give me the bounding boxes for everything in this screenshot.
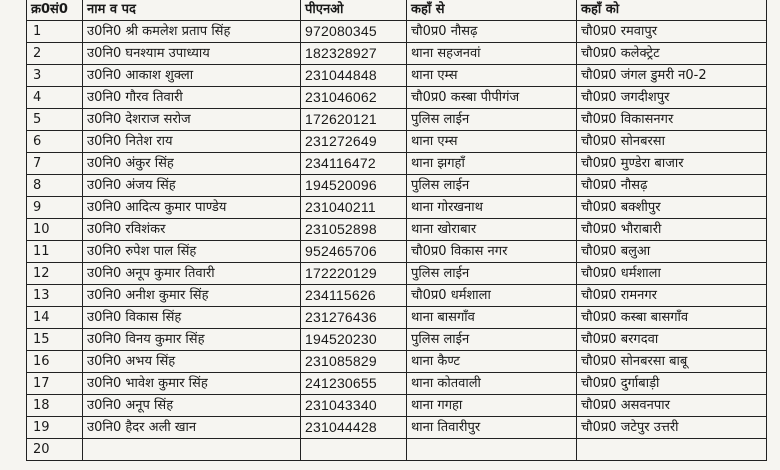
pno-cell: 194520230 [301,329,407,351]
table-row [27,263,767,285]
table-row [27,285,767,307]
serial-cell: 19 [27,417,83,439]
serial-cell: 17 [27,373,83,395]
table-row [27,131,767,153]
name-cell: उ0नि0 भावेश कुमार सिंह [83,373,301,395]
name-cell: उ0नि0 विकास सिंह [83,307,301,329]
serial-cell: 18 [27,395,83,417]
pno-cell: 231052898 [301,219,407,241]
name-cell: उ0नि0 नितेश राय [83,131,301,153]
serial-cell: 3 [27,65,83,87]
serial-cell: 8 [27,175,83,197]
table-row [27,87,767,109]
serial-cell: 13 [27,285,83,307]
pno-cell: 194520096 [301,175,407,197]
pno-cell: 231044428 [301,417,407,439]
serial-cell: 20 [27,439,83,461]
from-cell: थाना तिवारीपुर [407,417,577,439]
table-row [27,197,767,219]
pno-cell: 234115626 [301,285,407,307]
name-cell: उ0नि0 विनय कुमार सिंह [83,329,301,351]
from-cell: चौ0प्र0 नौसढ़ [407,21,577,43]
name-cell: उ0नि0 अनूप कुमार तिवारी [83,263,301,285]
to-cell: चौ0प्र0 कलेक्ट्रेट [577,43,767,65]
pno-cell: 182328927 [301,43,407,65]
from-cell: चौ0प्र0 कस्बा पीपीगंज [407,87,577,109]
name-cell: उ0नि0 देशराज सरोज [83,109,301,131]
table-row [27,329,767,351]
pno-cell: 241230655 [301,373,407,395]
table-row [27,351,767,373]
pno-cell: 172220129 [301,263,407,285]
to-cell: चौ0प्र0 कस्बा बासगाँव [577,307,767,329]
transfer-table [26,0,767,461]
pno-cell: 231043340 [301,395,407,417]
to-cell: चौ0प्र0 जटेपुर उत्तरी [577,417,767,439]
serial-cell: 14 [27,307,83,329]
from-cell [407,439,577,461]
to-cell: चौ0प्र0 जंगल डुमरी न0-2 [577,65,767,87]
name-cell: उ0नि0 अभय सिंह [83,351,301,373]
serial-cell: 2 [27,43,83,65]
serial-cell: 9 [27,197,83,219]
name-cell: उ0नि0 अंकुर सिंह [83,153,301,175]
table-row [27,373,767,395]
from-cell: थाना गगहा [407,395,577,417]
table-row [27,307,767,329]
to-cell: चौ0प्र0 दुर्गाबाड़ी [577,373,767,395]
table-row [27,65,767,87]
to-cell: चौ0प्र0 बक्शीपुर [577,197,767,219]
table-row [27,153,767,175]
table-row [27,395,767,417]
pno-cell [301,439,407,461]
to-cell: चौ0प्र0 धर्मशाला [577,263,767,285]
table-row [27,109,767,131]
pno-cell: 231044848 [301,65,407,87]
pno-cell: 952465706 [301,241,407,263]
to-cell: चौ0प्र0 सोनबरसा बाबू [577,351,767,373]
from-cell: चौ0प्र0 धर्मशाला [407,285,577,307]
table-row [27,439,767,461]
from-cell: चौ0प्र0 विकास नगर [407,241,577,263]
name-cell: उ0नि0 श्री कमलेश प्रताप सिंह [83,21,301,43]
serial-cell: 5 [27,109,83,131]
from-cell: पुलिस लाईन [407,263,577,285]
name-cell: उ0नि0 रुपेश पाल सिंह [83,241,301,263]
to-cell: चौ0प्र0 नौसढ़ [577,175,767,197]
table-header-row [27,0,767,21]
from-cell: थाना खोराबार [407,219,577,241]
to-cell: चौ0प्र0 रमवापुर [577,21,767,43]
to-cell [577,439,767,461]
pno-cell: 172620121 [301,109,407,131]
table-row [27,241,767,263]
name-cell: उ0नि0 रविशंकर [83,219,301,241]
to-cell: चौ0प्र0 असवनपार [577,395,767,417]
from-cell: थाना कैण्ट [407,351,577,373]
from-cell: पुलिस लाईन [407,109,577,131]
name-cell: उ0नि0 अंजय सिंह [83,175,301,197]
pno-cell: 234116472 [301,153,407,175]
pno-cell: 972080345 [301,21,407,43]
pno-cell: 231272649 [301,131,407,153]
name-cell: उ0नि0 आदित्य कुमार पाण्डेय [83,197,301,219]
header-name: नाम व पद [83,0,301,21]
pno-cell: 231046062 [301,87,407,109]
serial-cell: 11 [27,241,83,263]
to-cell: चौ0प्र0 रामनगर [577,285,767,307]
from-cell: थाना गोरखनाथ [407,197,577,219]
serial-cell: 16 [27,351,83,373]
table-row [27,219,767,241]
from-cell: थाना सहजनवां [407,43,577,65]
table-row [27,417,767,439]
serial-cell: 15 [27,329,83,351]
to-cell: चौ0प्र0 विकासनगर [577,109,767,131]
name-cell: उ0नि0 हैदर अली खान [83,417,301,439]
to-cell: चौ0प्र0 सोनबरसा [577,131,767,153]
name-cell: उ0नि0 अनीश कुमार सिंह [83,285,301,307]
header-pno: पीएनओ [301,0,407,21]
name-cell: उ0नि0 अनूप सिंह [83,395,301,417]
from-cell: थाना कोतवाली [407,373,577,395]
table-row [27,43,767,65]
name-cell [83,439,301,461]
from-cell: थाना झगहाँ [407,153,577,175]
header-from: कहाँ से [407,0,577,21]
serial-cell: 7 [27,153,83,175]
table-body [27,21,767,461]
pno-cell: 231085829 [301,351,407,373]
name-cell: उ0नि0 आकाश शुक्ला [83,65,301,87]
from-cell: पुलिस लाईन [407,175,577,197]
from-cell: थाना एम्स [407,131,577,153]
table-row [27,21,767,43]
header-serial: क्र0सं0 [27,0,83,21]
name-cell: उ0नि0 घनश्याम उपाध्याय [83,43,301,65]
to-cell: चौ0प्र0 बरगदवा [577,329,767,351]
to-cell: चौ0प्र0 बलुआ [577,241,767,263]
pno-cell: 231276436 [301,307,407,329]
pno-cell: 231040211 [301,197,407,219]
from-cell: थाना एम्स [407,65,577,87]
serial-cell: 12 [27,263,83,285]
serial-cell: 10 [27,219,83,241]
from-cell: पुलिस लाईन [407,329,577,351]
header-to: कहाँ को [577,0,767,21]
serial-cell: 1 [27,21,83,43]
from-cell: थाना बासगाँव [407,307,577,329]
table-row [27,175,767,197]
serial-cell: 6 [27,131,83,153]
to-cell: चौ0प्र0 मुण्डेरा बाजार [577,153,767,175]
to-cell: चौ0प्र0 जगदीशपुर [577,87,767,109]
name-cell: उ0नि0 गौरव तिवारी [83,87,301,109]
serial-cell: 4 [27,87,83,109]
to-cell: चौ0प्र0 भौराबारी [577,219,767,241]
